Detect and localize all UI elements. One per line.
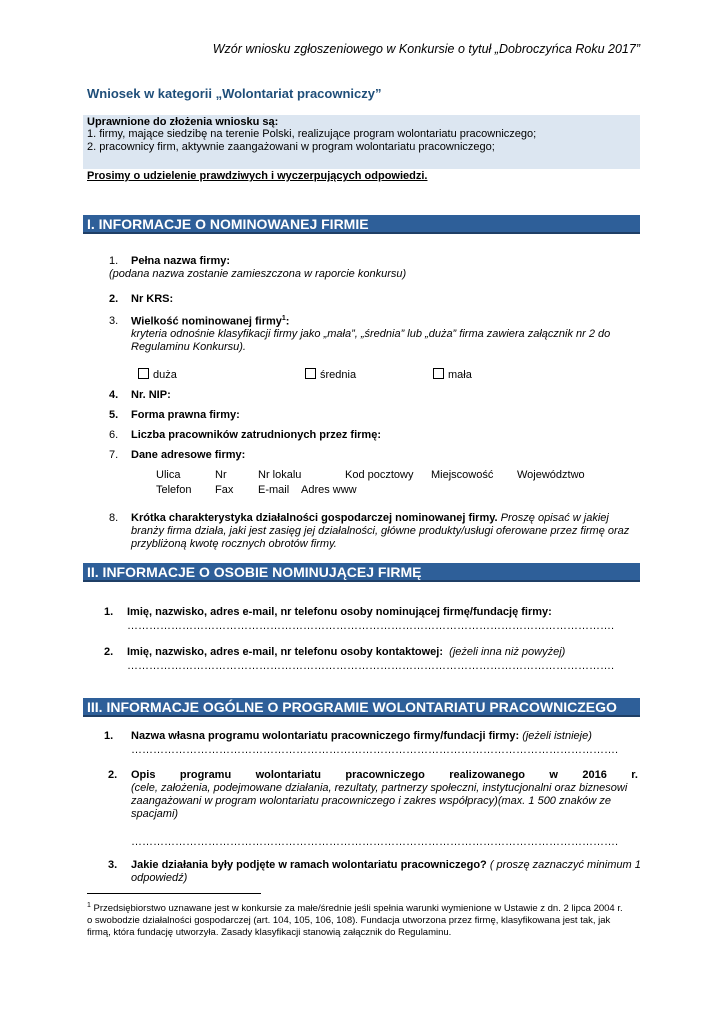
q7-label: Dane adresowe firmy: <box>131 449 246 461</box>
category-title: Wniosek w kategorii „Wolontariat pracowniczy” <box>87 86 382 101</box>
address-field-unit: Nr lokalu <box>258 469 302 481</box>
q8-note-2: branży firma działa, jaki jest zasięg jej działalności, główne produkty/usługi oferowane przez firmę oraz <box>131 525 630 537</box>
q2-label: Nr KRS: <box>131 293 174 305</box>
document-header: Wzór wniosku zgłoszeniowego w Konkursie o tytuł „Dobroczyńca Roku 2017” <box>212 42 640 56</box>
q8-number: 8. <box>109 512 119 524</box>
q8-text: Krótka charakterystyka działalności gospodarczej nominowanej firmy. Proszę opisać w jakiej <box>131 512 609 524</box>
s3-q1-answer-line[interactable]: ……………………………………………………………………………………………………………………. <box>131 744 619 756</box>
s3-q3-note-2: odpowiedź) <box>131 872 188 884</box>
s3-q1-text: Nazwa własna programu wolontariatu pracowniczego firmy/fundacji firmy: (jeżeli istnieje) <box>131 730 592 742</box>
q3-number: 3. <box>109 315 119 327</box>
q8-note-3: przybliżoną kwotę rocznych obrotów firmy. <box>131 538 337 550</box>
s2-q2-answer-line[interactable]: ……………………………………………………………………………………………………………………. <box>127 660 615 672</box>
section-2-header: II. INFORMACJE O OSOBIE NOMINUJĄCEJ FIRMĘ <box>83 563 640 582</box>
s3-q2-note-3: spacjami) <box>131 808 179 820</box>
size-option-large[interactable]: duża <box>138 368 177 381</box>
q5-number: 5. <box>109 409 119 421</box>
s2-q1-number: 1. <box>104 606 114 618</box>
address-field-phone: Telefon <box>156 484 192 496</box>
s2-q1-answer-line[interactable]: ……………………………………………………………………………………………………………………. <box>127 620 615 632</box>
checkbox-icon[interactable] <box>138 368 149 379</box>
footnote-ref[interactable]: 1 <box>281 315 286 322</box>
q4-label: Nr. NIP: <box>131 389 171 401</box>
q6-label: Liczba pracowników zatrudnionych przez firmę: <box>131 429 381 441</box>
size-option-small[interactable]: mała <box>433 368 472 381</box>
address-field-region: Województwo <box>517 469 585 481</box>
address-field-fax: Fax <box>215 484 234 496</box>
address-field-postal-code: Kod pocztowy <box>345 469 414 481</box>
q1-number: 1. <box>109 255 119 267</box>
eligibility-item-2: 2. pracownicy firm, aktywnie zaangażowani w program wolontariatu pracowniczego; <box>87 141 495 153</box>
request-note: Prosimy o udzielenie prawdziwych i wyczerpujących odpowiedzi. <box>87 170 428 182</box>
q7-number: 7. <box>109 449 119 461</box>
eligibility-item-1: 1. firmy, mające siedzibę na terenie Polski, realizujące program wolontariatu pracowniczego; <box>87 128 537 140</box>
s3-q3-text: Jakie działania były podjęte w ramach wolontariatu pracowniczego? ( proszę zaznaczyć minimum 1 <box>131 859 641 871</box>
address-field-www: Adres www <box>301 484 357 496</box>
q1-note: (podana nazwa zostanie zamieszczona w raporcie konkursu) <box>109 268 407 280</box>
s3-q2-label: Opis programu wolontariatu pracowniczego realizowanego w 2016 r. <box>131 769 638 781</box>
q2-number: 2. <box>109 293 119 305</box>
address-field-street: Ulica <box>156 469 181 481</box>
s3-q2-note-2: zaangażowani w program wolontariatu pracowniczego i zakres współpracy)(max. 1 500 znaków ze <box>131 795 611 807</box>
q3-note-1: kryteria odnośnie klasyfikacji firmy jako „mała”, „średnia” lub „duża” firma zawiera załącznik nr 2 do <box>131 328 611 340</box>
q1-label: Pełna nazwa firmy: <box>131 255 231 267</box>
q4-number: 4. <box>109 389 119 401</box>
q6-number: 6. <box>109 429 119 441</box>
size-option-medium[interactable]: średnia <box>305 368 356 381</box>
s2-q2-number: 2. <box>104 646 114 658</box>
s3-q2-number: 2. <box>108 769 118 781</box>
checkbox-icon[interactable] <box>305 368 316 379</box>
eligibility-box <box>83 115 640 169</box>
q3-note-2: Regulaminu Konkursu). <box>131 341 246 353</box>
s2-q1-label: Imię, nazwisko, adres e-mail, nr telefonu osoby nominującej firmę/fundację firmy: <box>127 606 552 618</box>
address-field-email: E-mail <box>258 484 290 496</box>
q3-label: Wielkość nominowanej firmy$^1$: <box>131 315 290 328</box>
address-field-number: Nr <box>215 469 227 481</box>
s3-q3-number: 3. <box>108 859 118 871</box>
footnote-divider <box>87 893 261 894</box>
section-1-header: I. INFORMACJE O NOMINOWANEJ FIRMIE <box>83 215 640 234</box>
s3-q2-note-1: (cele, założenia, podejmowane działania, rezultaty, partnerzy społeczni, instytucjonalni oraz biznesowi <box>131 782 628 794</box>
section-3-header: III. INFORMACJE OGÓLNE O PROGRAMIE WOLONTARIATU PRACOWNICZEGO <box>83 698 640 717</box>
address-field-city: Miejscowość <box>431 469 494 481</box>
eligibility-heading: Uprawnione do złożenia wniosku są: <box>87 116 279 128</box>
s2-q2-text: Imię, nazwisko, adres e-mail, nr telefonu osoby kontaktowej: (jeżeli inna niż powyżej) <box>127 646 566 658</box>
s3-q2-answer-line[interactable]: ……………………………………………………………………………………………………………………. <box>131 836 619 848</box>
s3-q1-number: 1. <box>104 730 114 742</box>
q5-label: Forma prawna firmy: <box>131 409 240 421</box>
footnote: $^1$ Przedsiębiorstwo uznawane jest w konkursie za małe/średnie jeśli spełnia warunki wymienione w Ustawie z dn. 2 lipca 2004 r. o swobodzie działalności gospodarczej (art. 104, 105, 106, 108). Fundacja utworzona przez firmę, klasyfikowana jest tak, jak firmą, która fundację utworzyła. Zasady klasyfikacji stanowią załącznik do Regulaminu. <box>87 902 623 939</box>
checkbox-icon[interactable] <box>433 368 444 379</box>
